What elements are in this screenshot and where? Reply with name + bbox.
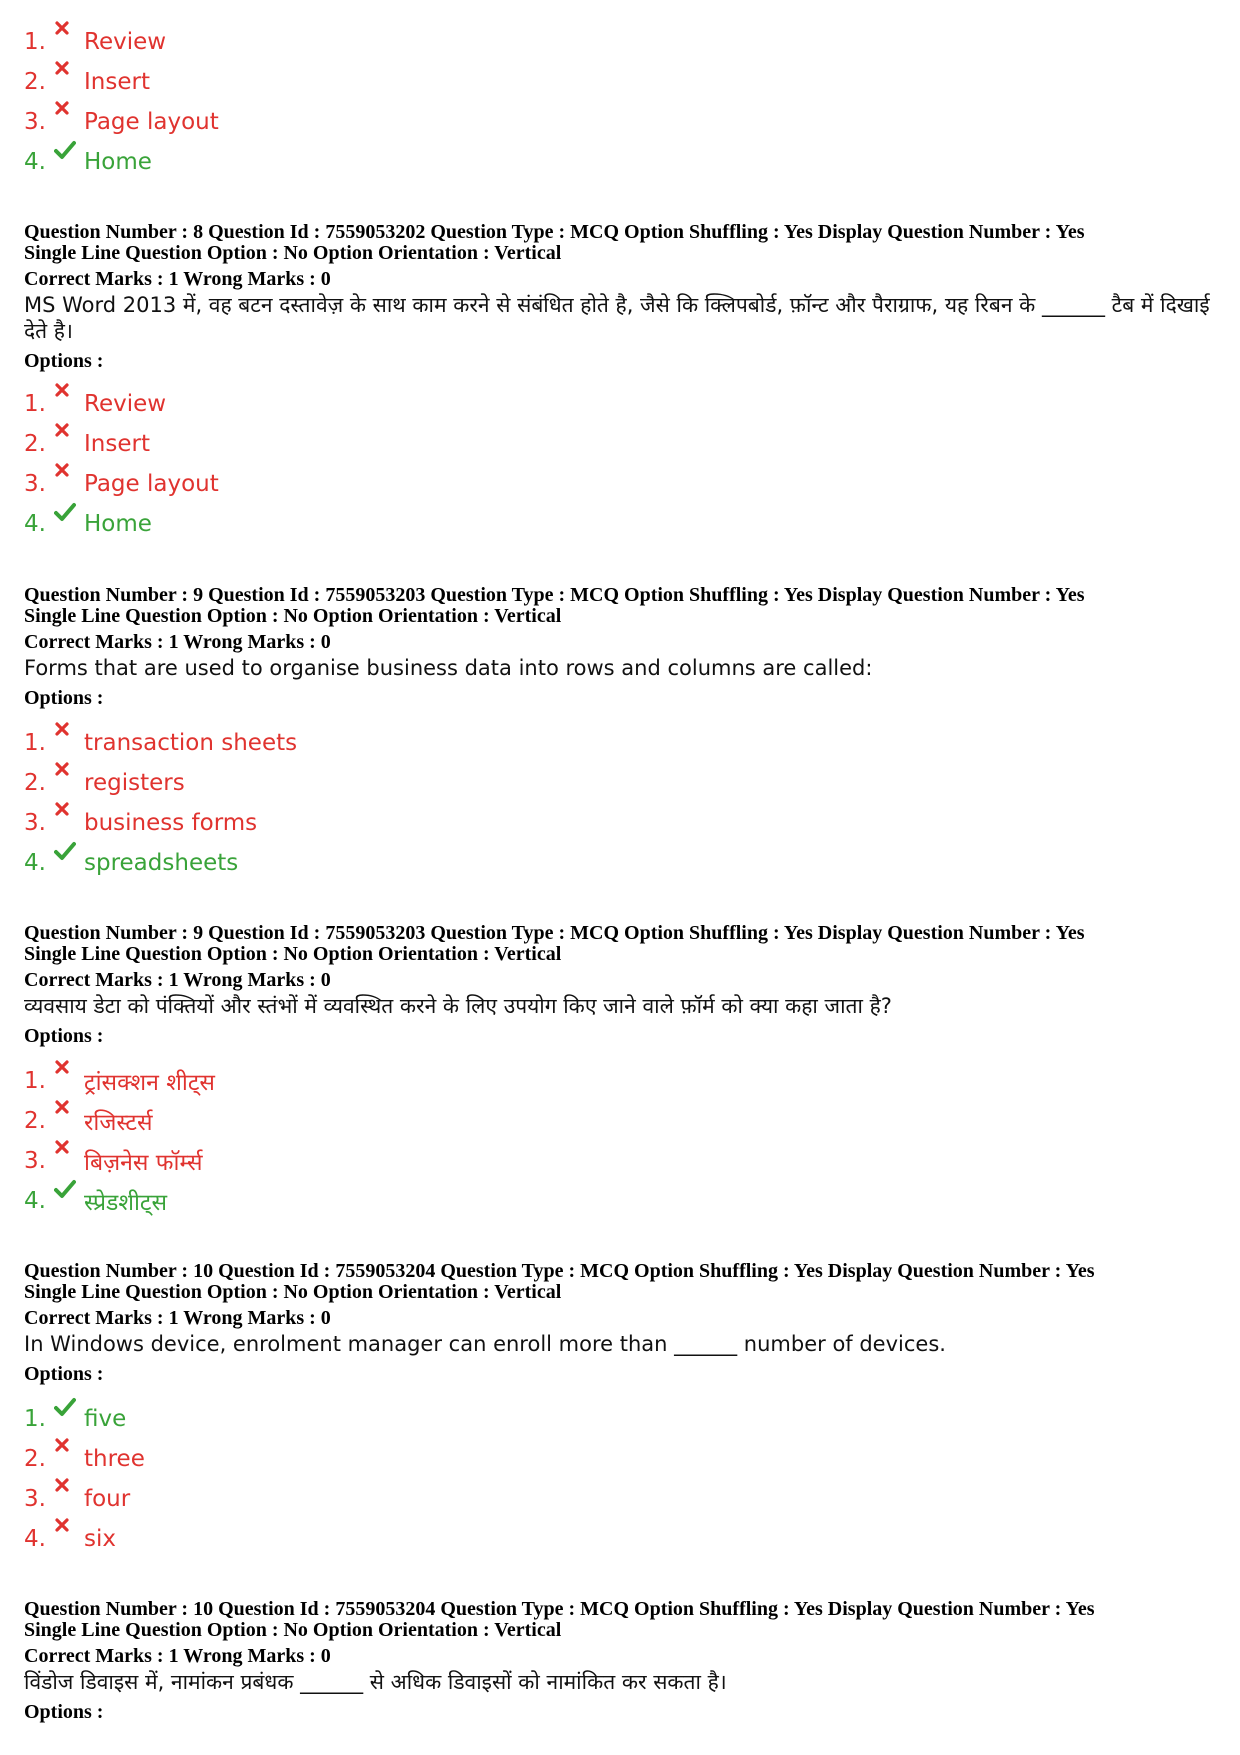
option-text: Review: [84, 29, 167, 55]
previous-question-options: [24, 22, 219, 182]
question-meta-line: Question Number : 10 Question Id : 7559053204 Question Type : MCQ Option Shuffling : Yes Display Question Number : Yes: [24, 1260, 1095, 1282]
question-meta-line: Question Number : 9 Question Id : 7559053203 Question Type : MCQ Option Shuffling : Yes Display Question Number : Yes: [24, 584, 1085, 606]
option-item: [24, 1141, 215, 1181]
option-item: [24, 1439, 145, 1479]
cross-icon: [54, 1525, 82, 1553]
option-item: [24, 62, 219, 102]
marks-line: Correct Marks : 1 Wrong Marks : 0: [24, 969, 331, 991]
marks-line: Correct Marks : 1 Wrong Marks : 0: [24, 1645, 331, 1667]
option-item: [24, 464, 219, 504]
option-item: [24, 1181, 215, 1221]
option-number: 1.: [24, 29, 46, 55]
question-meta-line: Question Number : 10 Question Id : 7559053204 Question Type : MCQ Option Shuffling : Yes Display Question Number : Yes: [24, 1598, 1095, 1620]
option-list: [24, 384, 219, 544]
check-icon: [54, 148, 82, 176]
option-text: six: [84, 1526, 116, 1552]
option-item: [24, 723, 297, 763]
option-item: [24, 424, 219, 464]
cross-icon: [54, 470, 82, 498]
question-meta-line: Single Line Question Option : No Option Orientation : Vertical: [24, 1281, 562, 1303]
cross-icon: [54, 729, 82, 757]
option-item: [24, 1061, 215, 1101]
cross-icon: [54, 1445, 82, 1473]
option-number: 4.: [24, 149, 46, 175]
option-number: 4.: [24, 1526, 46, 1552]
question-text: विंडोज डिवाइस में, नामांकन प्रबंधक ______ से अधिक डिवाइसों को नामांकित कर सकता है।: [24, 1670, 727, 1694]
option-item: [24, 384, 219, 424]
option-number: 1.: [24, 391, 46, 417]
option-number: 1.: [24, 1406, 46, 1432]
question-block: [24, 1261, 1224, 1385]
option-item: [24, 803, 297, 843]
option-item: [24, 1519, 145, 1559]
question-meta-line: Single Line Question Option : No Option Orientation : Vertical: [24, 242, 562, 264]
marks-line: Correct Marks : 1 Wrong Marks : 0: [24, 631, 331, 653]
option-item: [24, 843, 297, 883]
question-text: Forms that are used to organise business data into rows and columns are called:: [24, 656, 873, 680]
option-text: बिज़नेस फॉर्म्स: [84, 1150, 203, 1176]
option-number: 3.: [24, 471, 46, 497]
options-label: Options :: [24, 1701, 104, 1723]
option-text: spreadsheets: [84, 850, 239, 876]
cross-icon: [54, 68, 82, 96]
option-item: [24, 504, 219, 544]
question-meta-line: Single Line Question Option : No Option Orientation : Vertical: [24, 1619, 562, 1641]
option-number: 4.: [24, 850, 46, 876]
option-item: [24, 763, 297, 803]
option-list: [24, 1061, 215, 1221]
option-text: five: [84, 1406, 127, 1432]
option-text: Review: [84, 391, 167, 417]
option-list: [24, 723, 297, 883]
option-text: Home: [84, 511, 152, 537]
option-number: 3.: [24, 810, 46, 836]
cross-icon: [54, 390, 82, 418]
question-text: MS Word 2013 में, वह बटन दस्तावेज़ के साथ काम करने से संबंधित होते है, जैसे कि क्लिपबोर्ड, फ़ॉन्ट और पैराग्राफ, यह रिबन के ______ टैब में दिखाई देते है।: [24, 293, 1210, 343]
option-list: [24, 1399, 145, 1559]
option-text: Insert: [84, 69, 150, 95]
option-text: four: [84, 1486, 131, 1512]
options-label: Options :: [24, 1025, 104, 1047]
question-meta-line: Question Number : 8 Question Id : 7559053202 Question Type : MCQ Option Shuffling : Yes Display Question Number : Yes: [24, 221, 1085, 243]
option-number: 3.: [24, 1486, 46, 1512]
marks-line: Correct Marks : 1 Wrong Marks : 0: [24, 268, 331, 290]
option-text: registers: [84, 770, 185, 796]
option-text: रजिस्टर्स: [84, 1110, 153, 1136]
option-number: 2.: [24, 770, 46, 796]
cross-icon: [54, 1485, 82, 1513]
option-item: [24, 1479, 145, 1519]
question-block: [24, 585, 1224, 709]
option-number: 2.: [24, 1108, 46, 1134]
option-number: 4.: [24, 511, 46, 537]
option-number: 2.: [24, 1446, 46, 1472]
check-icon: [54, 1405, 82, 1433]
option-number: 4.: [24, 1188, 46, 1214]
option-number: 2.: [24, 69, 46, 95]
question-block: [24, 1599, 1224, 1723]
cross-icon: [54, 28, 82, 56]
question-text: In Windows device, enrolment manager can enroll more than ______ number of devices.: [24, 1332, 946, 1356]
question-block: [24, 222, 1224, 372]
option-text: Page layout: [84, 471, 219, 497]
option-number: 1.: [24, 730, 46, 756]
option-text: transaction sheets: [84, 730, 298, 756]
option-text: Page layout: [84, 109, 219, 135]
question-text: व्यवसाय डेटा को पंक्तियों और स्तंभों में व्यवस्थित करने के लिए उपयोग किए जाने वाले फ़ॉर्म को क्या कहा जाता है?: [24, 994, 892, 1018]
option-item: [24, 22, 219, 62]
question-block: [24, 923, 1224, 1047]
cross-icon: [54, 1107, 82, 1135]
option-text: Insert: [84, 431, 150, 457]
check-icon: [54, 1187, 82, 1215]
cross-icon: [54, 769, 82, 797]
options-label: Options :: [24, 687, 104, 709]
question-meta-line: Single Line Question Option : No Option Orientation : Vertical: [24, 943, 562, 965]
marks-line: Correct Marks : 1 Wrong Marks : 0: [24, 1307, 331, 1329]
cross-icon: [54, 430, 82, 458]
option-item: [24, 1101, 215, 1141]
options-label: Options :: [24, 1363, 104, 1385]
option-text: business forms: [84, 810, 258, 836]
option-number: 2.: [24, 431, 46, 457]
question-meta-line: Question Number : 9 Question Id : 7559053203 Question Type : MCQ Option Shuffling : Yes Display Question Number : Yes: [24, 922, 1085, 944]
option-text: Home: [84, 149, 152, 175]
option-item: [24, 142, 219, 182]
option-number: 1.: [24, 1068, 46, 1094]
cross-icon: [54, 809, 82, 837]
option-number: 3.: [24, 1148, 46, 1174]
option-item: [24, 102, 219, 142]
option-text: स्प्रेडशीट्स: [84, 1190, 168, 1216]
question-meta-line: Single Line Question Option : No Option Orientation : Vertical: [24, 605, 562, 627]
cross-icon: [54, 1147, 82, 1175]
options-label: Options :: [24, 350, 104, 372]
option-number: 3.: [24, 109, 46, 135]
option-item: [24, 1399, 145, 1439]
check-icon: [54, 849, 82, 877]
option-text: three: [84, 1446, 145, 1472]
cross-icon: [54, 108, 82, 136]
cross-icon: [54, 1067, 82, 1095]
check-icon: [54, 510, 82, 538]
option-text: ट्रांसक्शन शीट्स: [84, 1070, 215, 1096]
